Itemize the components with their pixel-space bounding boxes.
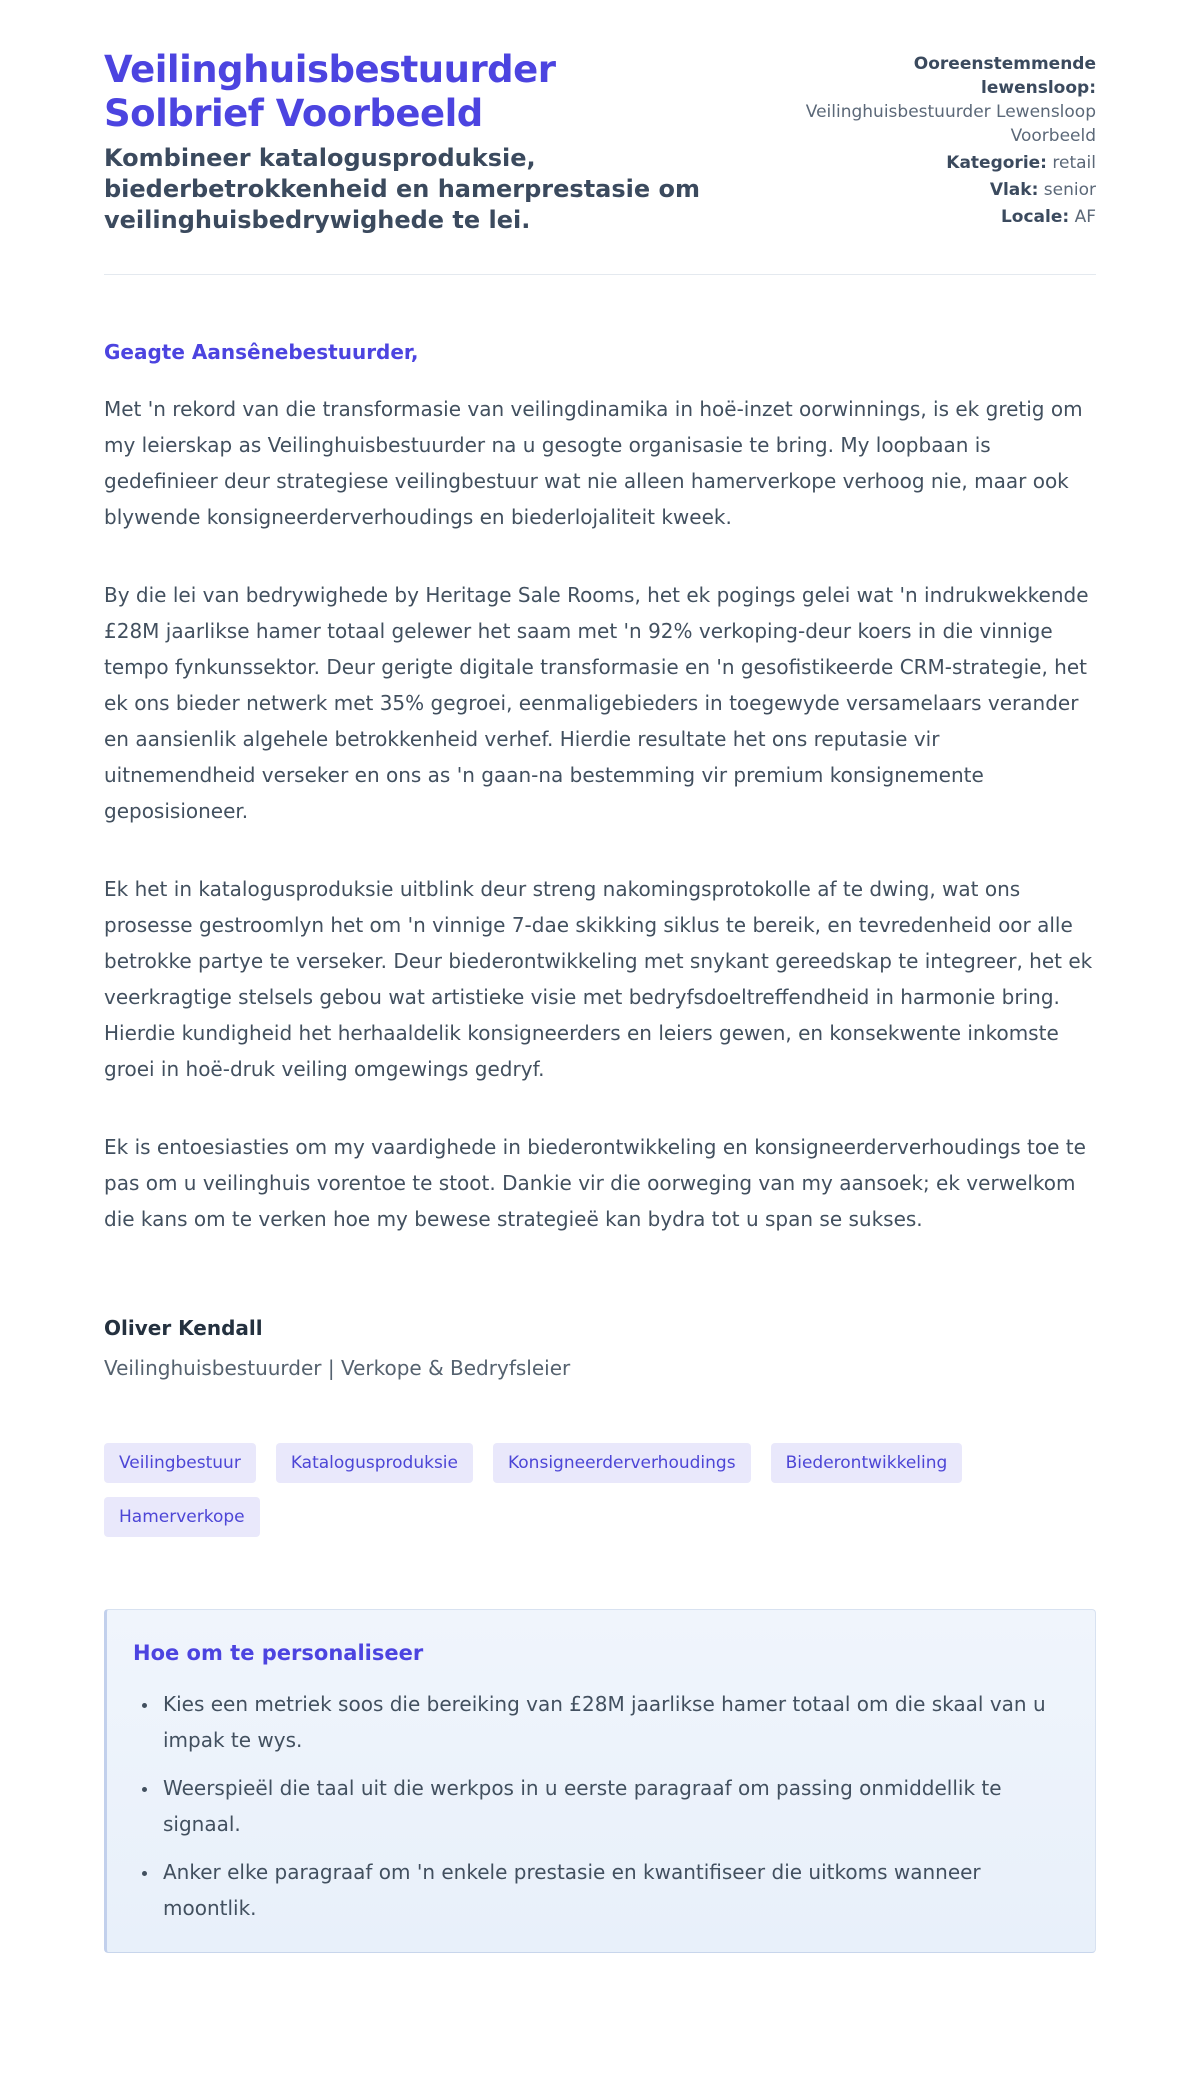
meta-label: Vlak: bbox=[989, 180, 1039, 200]
meta-value: retail bbox=[1052, 153, 1096, 173]
page-title: Veilinghuisbestuurder Solbrief Voorbeeld bbox=[104, 48, 556, 135]
tips-item: • Kies een metriek soos die bereiking van £28M jaarlikse hamer totaal om die skaal van u impak te wys. bbox=[159, 1686, 1069, 1758]
meta-value: Veilinghuisbestuurder Lewensloop Voorbeeld bbox=[805, 102, 1096, 146]
meta-row bbox=[796, 52, 1096, 148]
tips-item: • Weerspieël die taal uit die werkpos in u eerste paragraaf om passing onmiddellik te signaal. bbox=[159, 1770, 1069, 1842]
signature-role: Veilinghuisbestuurder | Verkope & Bedryfsleier bbox=[104, 1356, 571, 1381]
tag-chip[interactable]: Konsigneerderverhoudings bbox=[493, 1443, 751, 1483]
meta-label: Ooreenstemmende lewensloop: bbox=[913, 54, 1096, 98]
meta-row bbox=[796, 205, 1096, 229]
meta-value: senior bbox=[1043, 180, 1096, 200]
tag-list bbox=[104, 1443, 1114, 1537]
greeting: Geagte Aansênebestuurder, bbox=[104, 340, 419, 365]
letter-paragraph: By die lei van bedrywighede by Heritage Sale Rooms, het ek pogings gelei wat 'n indrukwekkende £28M jaarlikse hamer totaal gelewer het saam met 'n 92% verkoping-deur koers in die vinnige tempo fynkunssektor. Deur gerigte digitale transformasie en 'n gesofistikeerde CRM-strategie, het ek ons bieder netwerk met 35% gegroei, eenmaligebieders in toegewyde versamelaars verander en aansienlik algehele betrokkenheid verhef. Hierdie resultate het ons reputasie vir uitnemendheid verseker en ons as 'n gaan-na bestemming vir premium konsignemente geposisioneer. bbox=[104, 583, 1089, 824]
cover-letter-page bbox=[104, 0, 1096, 1953]
letter-body bbox=[104, 339, 1096, 1381]
meta-row bbox=[796, 178, 1096, 202]
meta-row bbox=[796, 151, 1096, 175]
tips-list bbox=[133, 1686, 1069, 1926]
page-subtitle: Kombineer katalogusproduksie, biederbetrokkenheid en hamerprestasie om veilinghuisbedrywighede te lei. bbox=[104, 144, 701, 235]
letter-paragraph: Ek is entoesiasties om my vaardighede in biederontwikkeling en konsigneerderverhoudings toe te pas om u veilinghuis vorentoe te stoot. Dankie vir die oorweging van my aansoek; ek verwelkom die kans om te verken hoe my bewese strategieë kan bydra tot u span se sukses. bbox=[104, 1135, 1086, 1232]
letter-paragraphs bbox=[104, 391, 1096, 1237]
tag-chip[interactable]: Katalogusproduksie bbox=[276, 1443, 473, 1483]
meta-label: Locale: bbox=[1000, 207, 1070, 227]
tips-item: • Anker elke paragraaf om 'n enkele prestasie en kwantifiseer die uitkoms wanneer moontlik. bbox=[159, 1854, 1069, 1926]
header-divider bbox=[104, 274, 1096, 275]
letter-paragraph: Ek het in katalogusproduksie uitblink deur streng nakomingsprotokolle af te dwing, wat ons prosesse gestroomlyn het om 'n vinnige 7-dae skikking siklus te bereik, en tevredenheid oor alle betrokke partye te verseker. Deur biederontwikkeling met snykant gereedskap te integreer, het ek veerkragtige stelsels gebou wat artistieke visie met bedryfsdoeltreffendheid in harmonie bring. Hierdie kundigheid het herhaaldelik konsigneerders en leiers gewen, en konsekwente inkomste groei in hoë-druk veiling omgewings gedryf. bbox=[104, 877, 1093, 1082]
meta-panel bbox=[796, 52, 1096, 232]
meta-value: AF bbox=[1074, 207, 1096, 227]
signature-block bbox=[104, 1315, 1096, 1381]
meta-label: Kategorie: bbox=[946, 153, 1047, 173]
header-title-block bbox=[104, 48, 724, 236]
letter-paragraph: Met 'n rekord van die transformasie van veilingdinamika in hoë-inzet oorwinnings, is ek gretig om my leierskap as Veilinghuisbestuurder na u gesogte organisasie te bring. My loopbaan is gedefinieer deur strategiese veilingbestuur wat nie alleen hamerverkope verhoog nie, maar ook blywende konsigneerderverhoudings en biederlojaliteit kweek. bbox=[104, 397, 1083, 530]
tag-chip[interactable]: Veilingbestuur bbox=[104, 1443, 256, 1483]
tips-box bbox=[104, 1609, 1096, 1953]
tag-chip[interactable]: Biederontwikkeling bbox=[771, 1443, 963, 1483]
tag-chip[interactable]: Hamerverkope bbox=[104, 1497, 260, 1537]
tips-title: Hoe om te personaliseer bbox=[133, 1641, 424, 1666]
header bbox=[104, 48, 1096, 236]
signature-name: Oliver Kendall bbox=[104, 1316, 263, 1341]
